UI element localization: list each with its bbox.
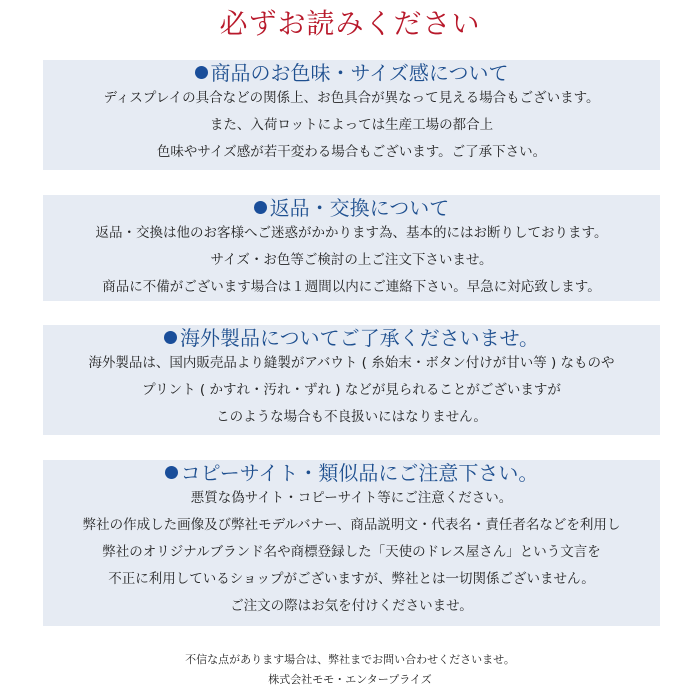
footer-company-name: 株式会社モモ・エンタープライズ: [268, 673, 432, 686]
bullet-icon: [254, 201, 267, 214]
section-text-line: 悪質な偽サイト・コピーサイト等にご注意ください。: [190, 490, 513, 506]
footer-contact-note: 不信な点があります場合は、弊社までお問い合わせくださいませ。: [185, 653, 515, 666]
bullet-icon: [165, 466, 178, 479]
section-text-line: ディスプレイの具合などの関係上、お色具合が異なって見える場合もございます。: [103, 90, 600, 106]
section-text-line: 色味やサイズ感が若干変わる場合もございます。ご了承下さい。: [156, 144, 547, 160]
bullet-icon: [195, 66, 208, 79]
notice-box-color-size: [43, 60, 660, 170]
section-heading: [43, 196, 660, 220]
notice-box-returns: [43, 195, 660, 301]
section-text-line: 不正に利用しているショップがございますが、弊社とは一切関係ございません。: [108, 571, 595, 587]
section-heading: [43, 61, 660, 85]
section-heading-text: 海外製品についてご了承くださいませ。: [180, 326, 539, 350]
section-text-line: プリント ( かすれ・汚れ・ずれ ) などが見られることがございますが: [142, 382, 561, 398]
section-text-line: 弊社の作成した画像及び弊社モデルバナー、商品説明文・代表名・責任者名などを利用し: [82, 517, 621, 533]
section-text-line: サイズ・お色等ご検討の上ご注文下さいませ。: [210, 252, 493, 268]
section-text-line: 返品・交換は他のお客様へご迷惑がかかります為、基本的にはお断りしております。: [95, 225, 608, 241]
bullet-icon: [164, 331, 177, 344]
section-text-line: 弊社のオリジナルブランド名や商標登録した「天使のドレス屋さん」という文言を: [102, 544, 601, 560]
section-heading-text: コピーサイト・類似品にご注意下さい。: [180, 461, 539, 485]
section-heading: [43, 326, 660, 350]
section-heading-text: 商品のお色味・サイズ感について: [210, 61, 509, 85]
page-title: 必ずお読みください: [219, 7, 481, 40]
section-text-line: このような場合も不良扱いにはなりません。: [216, 409, 487, 425]
section-text-line: 海外製品は、国内販売品より縫製がアバウト ( 糸始末・ボタン付けが甘い等 ) なものや: [88, 355, 615, 371]
notice-box-overseas-products: [43, 325, 660, 435]
footer: [0, 650, 700, 690]
section-heading: [43, 461, 660, 485]
section-text-line: また、入荷ロットによっては生産工場の都合上: [209, 117, 494, 133]
section-text-line: ご注文の際はお気を付けくださいませ。: [230, 598, 473, 614]
notice-box-copy-sites: [43, 460, 660, 626]
section-text-line: 商品に不備がございます場合は１週間以内にご連絡下さい。早急に対応致します。: [102, 279, 601, 295]
section-heading-text: 返品・交換について: [269, 196, 450, 220]
